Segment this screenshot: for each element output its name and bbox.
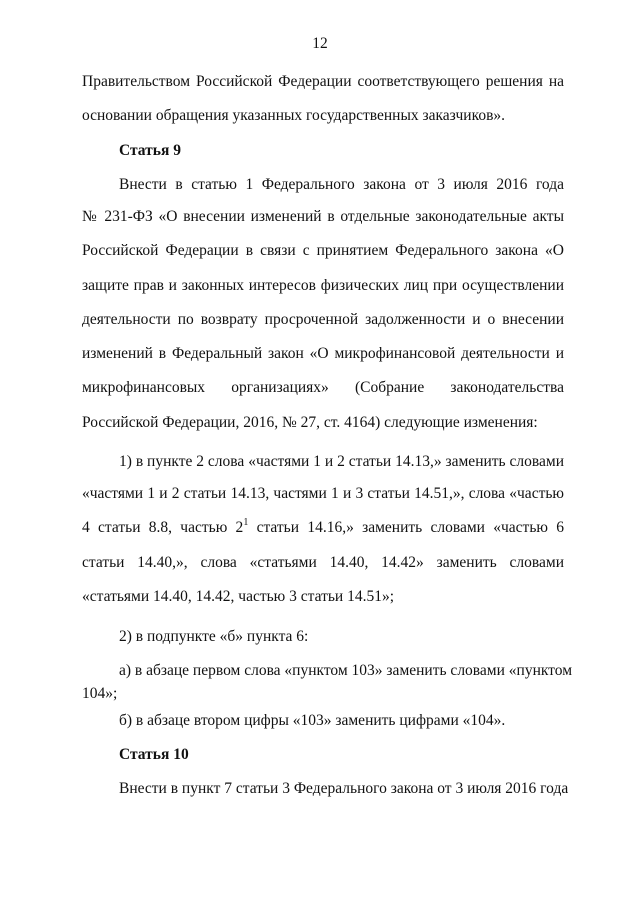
article-9-heading: Статья 9 [119,142,181,159]
article-10-heading: Статья 10 [119,746,189,763]
superscript-one: 1 [243,517,249,529]
article-10-paragraph-first-line: Внести в пункт 7 статьи 3 Федерального закона от 3 июля 2016 года [119,780,569,797]
sub-item-b: б) в абзаце втором цифры «103» заменить цифрами «104». [119,712,506,729]
item-2: 2) в подпункте «б» пункта 6: [119,628,309,645]
item-1-text-part-a: «частями 1 и 2 статьи 14.13, частями 1 и 3 статьи 14.51,», слова «частью 4 статьи 8.8, частью 2 [82,485,564,537]
intro-line-2: основании обращения указанных государственных заказчиков». [82,107,506,124]
item-1-text [82,477,564,614]
page-number: 12 [312,35,328,52]
article-9-paragraph-first-line: Внести в статью 1 Федерального закона от 3 июля 2016 года [119,176,564,193]
intro-line-1: Правительством Российской Федерации соответствующего решения на [82,73,564,90]
article-9-paragraph: № 231-ФЗ «О внесении изменений в отдельные законодательные акты Российской Федерации в связи с принятием Федерального закона «О защите прав и законных интересов физических лиц при осуществлении деятельности по возврату просроченной задолженности и о внесении изменений в Федеральный закон «О микрофинансовой деятельности и микрофинансовых организациях» (Собрание законодательства Российской Федерации, 2016, № 27, ст. 4164) следующие изменения: [82,208,564,431]
item-1-first-line: 1) в пункте 2 слова «частями 1 и 2 статьи 14.13,» заменить словами [119,453,564,470]
sub-item-a-rest: 104»; [82,685,118,702]
sub-item-a-first-line: а) в абзаце первом слова «пунктом 103» заменить словами «пунктом [119,662,573,679]
item-1-text-part-b: статьи 14.16,» заменить словами «частью 6 статьи 14.40,», слова «статьями 14.40, 14.42» заменить словами «статьями 14.40, 14.42, частью 3 статьи 14.51»; [82,519,565,605]
